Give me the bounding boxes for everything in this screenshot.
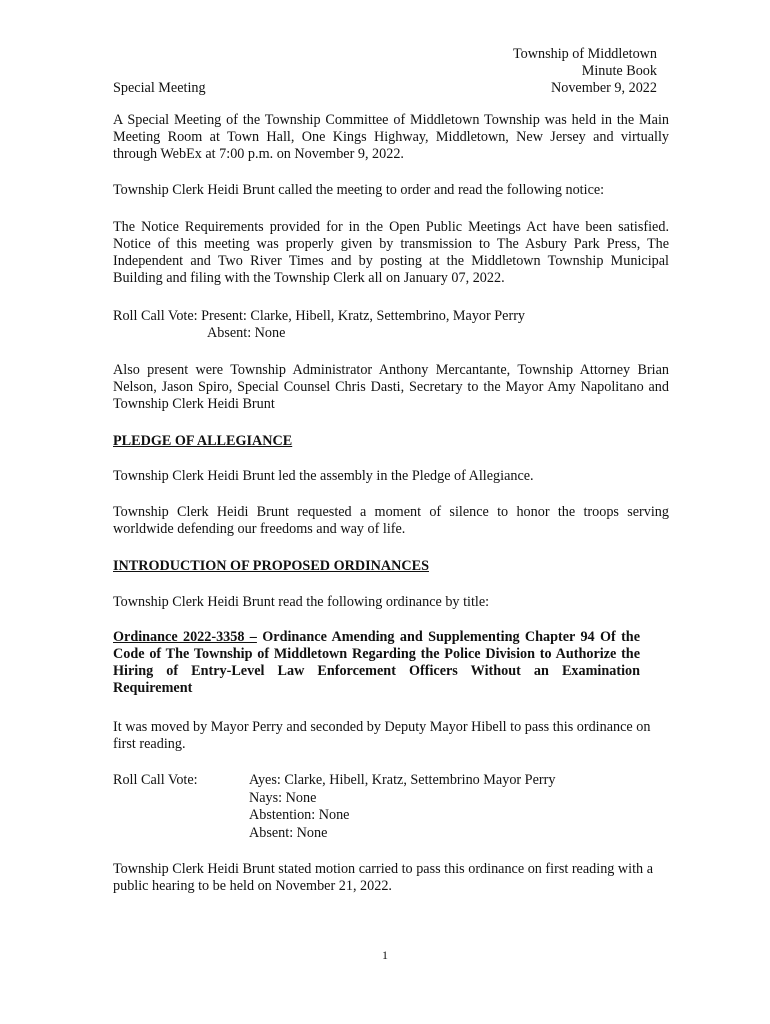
ordinances-heading: INTRODUCTION OF PROPOSED ORDINANCES — [113, 558, 429, 574]
ordinance-read-paragraph: Township Clerk Heidi Brunt read the following ordinance by title: — [113, 594, 490, 610]
roll-call-present: Roll Call Vote: Present: Clarke, Hibell, Kratz, Settembrino, Mayor Perry — [113, 308, 526, 324]
result-paragraph: Township Clerk Heidi Brunt stated motion carried to pass this ordinance on first reading with a public hearing to be held on November 21, 2022. — [113, 861, 653, 894]
ordinance-number: Ordinance 2022-3358 – — [113, 629, 257, 645]
vote-nays: Nays: None — [249, 790, 317, 806]
header-book: Minute Book — [581, 63, 657, 79]
vote-ayes: Ayes: Clarke, Hibell, Kratz, Settembrino Mayor Perry — [249, 772, 556, 788]
pledge-led-paragraph: Township Clerk Heidi Brunt led the assembly in the Pledge of Allegiance. — [113, 468, 534, 484]
page-number: 1 — [382, 948, 388, 962]
also-present-paragraph: Also present were Township Administrator Anthony Mercantante, Township Attorney Brian Nelson, Jason Spiro, Special Counsel Chris Dasti, Secretary to the Mayor Amy Napolitano and Township Clerk Heidi Brunt — [113, 362, 669, 412]
page-header-right — [513, 46, 657, 97]
ordinance-title-block — [113, 629, 640, 697]
header-org: Township of Middletown — [512, 46, 657, 62]
meeting-type: Special Meeting — [113, 80, 206, 96]
pledge-heading: PLEDGE OF ALLEGIANCE — [113, 433, 293, 449]
roll-call-absent: Absent: None — [207, 325, 286, 341]
call-to-order-paragraph: Township Clerk Heidi Brunt called the meeting to order and read the following notice: — [113, 182, 605, 198]
motion-paragraph: It was moved by Mayor Perry and seconded by Deputy Mayor Hibell to pass this ordinance on first reading. — [113, 719, 651, 752]
notice-paragraph: The Notice Requirements provided for in the Open Public Meetings Act have been satisfied. Notice of this meeting was properly given by transmission to The Asbury Park Press, The Independent and Two River Times and by posting at the Middletown Township Municipal Building and filing with the Township Clerk all on January 07, 2022. — [113, 219, 669, 286]
silence-paragraph: Township Clerk Heidi Brunt requested a moment of silence to honor the troops serving worldwide defending our freedoms and way of life. — [113, 504, 669, 537]
header-date: November 9, 2022 — [551, 80, 657, 96]
ordinance-title: Ordinance Amending and Supplementing Chapter 94 Of the Code of The Township of Middletown Regarding the Police Division to Authorize the Hiring of Entry-Level Law Enforcement Officers Without an Examination Requirement — [113, 629, 640, 696]
roll-call-vote-label: Roll Call Vote: — [113, 772, 198, 788]
vote-abstention: Abstention: None — [249, 807, 350, 823]
intro-paragraph: A Special Meeting of the Township Committee of Middletown Township was held in the Main Meeting Room at Town Hall, One Kings Highway, Middletown, New Jersey and virtually through WebEx at 7:00 p.m. on November 9, 2022. — [113, 112, 669, 162]
vote-absent: Absent: None — [249, 825, 328, 841]
